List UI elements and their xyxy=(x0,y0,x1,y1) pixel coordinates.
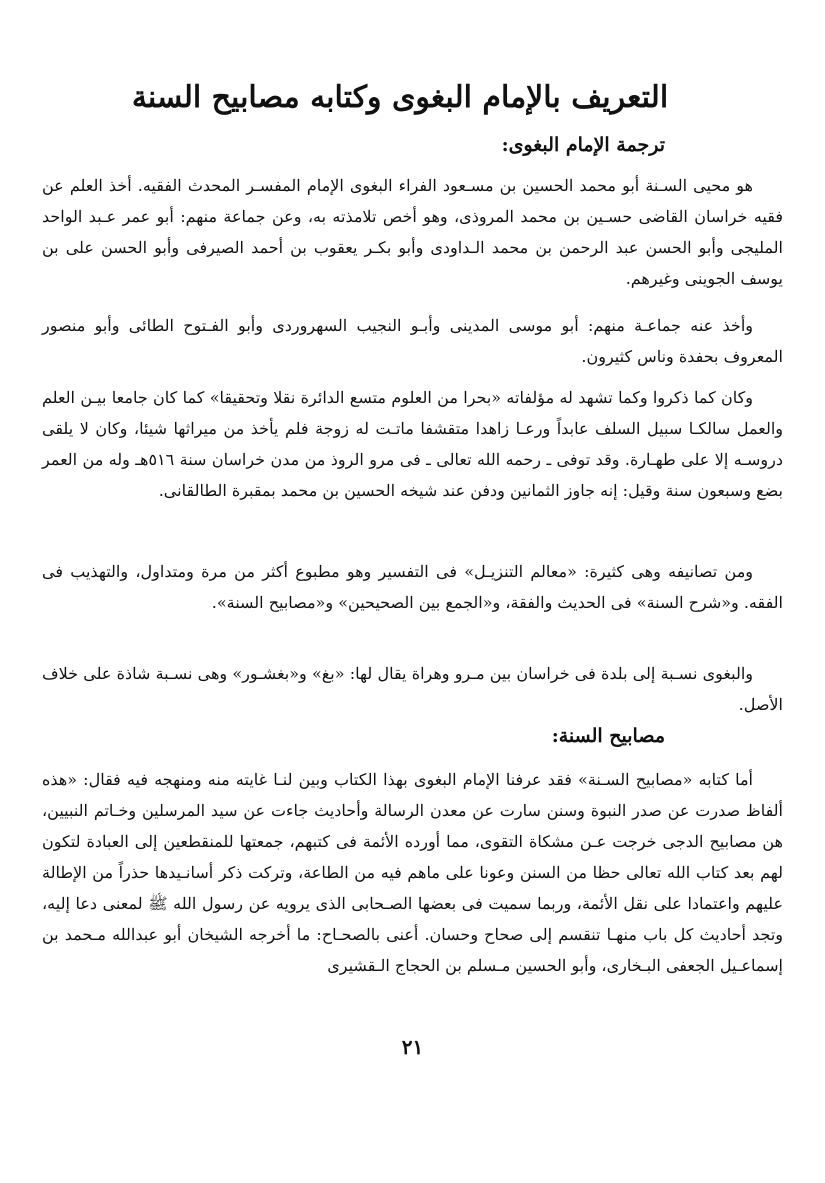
section-heading-biography: ترجمة الإمام البغوى: xyxy=(501,134,665,156)
paragraph-biography-students: وأخذ عنه جماعـة منهم: أبو موسى المدينى وأبـو النجيب السهروردى وأبو الفـتوح الطائى وأبو منصور المعروف بحفدة وناس كثيرون. xyxy=(42,316,783,366)
paragraph-biography-character-death: وكان كما ذكروا وكما تشهد له مؤلفاته «بحرا من العلوم متسع الدائرة نقلا وتحقيقا» كما كان جامعا بيـن العلم والعمل سالكـا سبيل السلف عابداً ورعـا زاهدا متقشفا ماتـت له زوجة فلم يأخذ من ميراثها شيئا، وكان لا يلقى دروسـه إلا على طهـارة. وقد توفى ـ رحمه الله تعالى ـ فى مرو الروذ من مدن خراسان سنة ٥١٦هـ وله من العمر بضع وسبعون سنة وقيل: إنه جاوز الثمانين ودفن عند شيخه الحسين بن محمد بمقبرة الطالقانى. xyxy=(42,388,784,500)
paragraph-biography-teachers: هو محيى السـنة أبو محمد الحسين بن مسـعود الفراء البغوى الإمام المفسـر المحدث الفقيه. أخذ العلم عن فقيه خراسان القاضى حسـين بن محمد المروذى، وهو أخص تلامذته به، وعن جماعة منهم: أبو عمر عـبد الواحد المليجى وأبو الحسن عبد الرحمن بن محمد الـداودى وأبو بكـر يعقوب بن أحمد الصيرفى وأبو الحسن على بن يوسف الجوينى وغيرهم. xyxy=(42,176,783,288)
page-title: التعريف بالإمام البغوى وكتابه مصابيح السنة xyxy=(131,80,669,115)
section-heading-masabih: مصابيح السنة: xyxy=(551,725,665,747)
paragraph-biography-works: ومن تصانيفه وهى كثيرة: «معالم التنزيـل» فى التفسير وهو مطبوع أكثر من مرة ومتداول، والتهذيب فى الفقه. و«شرح السنة» فى الحديث والفقة، و«الجمع بين الصحيحين» و«مصابيح السنة». xyxy=(42,562,783,612)
paragraph-masabih-intro: أما كتابه «مصابيح السـنة» فقد عرفنا الإمام البغوى بهذا الكتاب وبين لنـا غايته منه ومنهجه فيه فقال: «هذه ألفاظ صدرت عن صدر النبوة وسنن سارت عن معدن الرسالة وأحاديث جاءت عن سيد المرسلين وخـاتم النبيين، هن مصابيح الدجى خرجت عـن مشكاة التقوى، مما أورده الأئمة فى كتبهم، جمعتها للمنقطعين إلى العبادة لتكون لهم بعد كتاب الله تعالى حظا من السنن وعونا على ماهم فيه من الطاعة، وتركت ذكر أسانـيدها حذراً من الإطالة عليهم واعتمادا على نقل الأئمة، وربما سميت فى بعضها الصـحابى الذى يرويه عن رسول الله ﷺ لمعنى دعا إليه، وتجد أحاديث كل باب منهـا تنقسم إلى صحاح وحسان. أعنى بالصحـاح: ما أخرجه الشيخان أبو عبدالله مـحمد بن إسماعـيل الجعفى البـخارى، وأبو الحسين مـسلم بن الحجاج الـقشيرى xyxy=(42,770,784,975)
paragraph-biography-nisba: والبغوى نسـبة إلى بلدة فى خراسان بين مـرو وهراة يقال لها: «بغ» و«بغشـور» وهى نسـبة شاذة على خلاف الأصل. xyxy=(42,664,783,714)
page-number: ٢١ xyxy=(401,1035,424,1059)
